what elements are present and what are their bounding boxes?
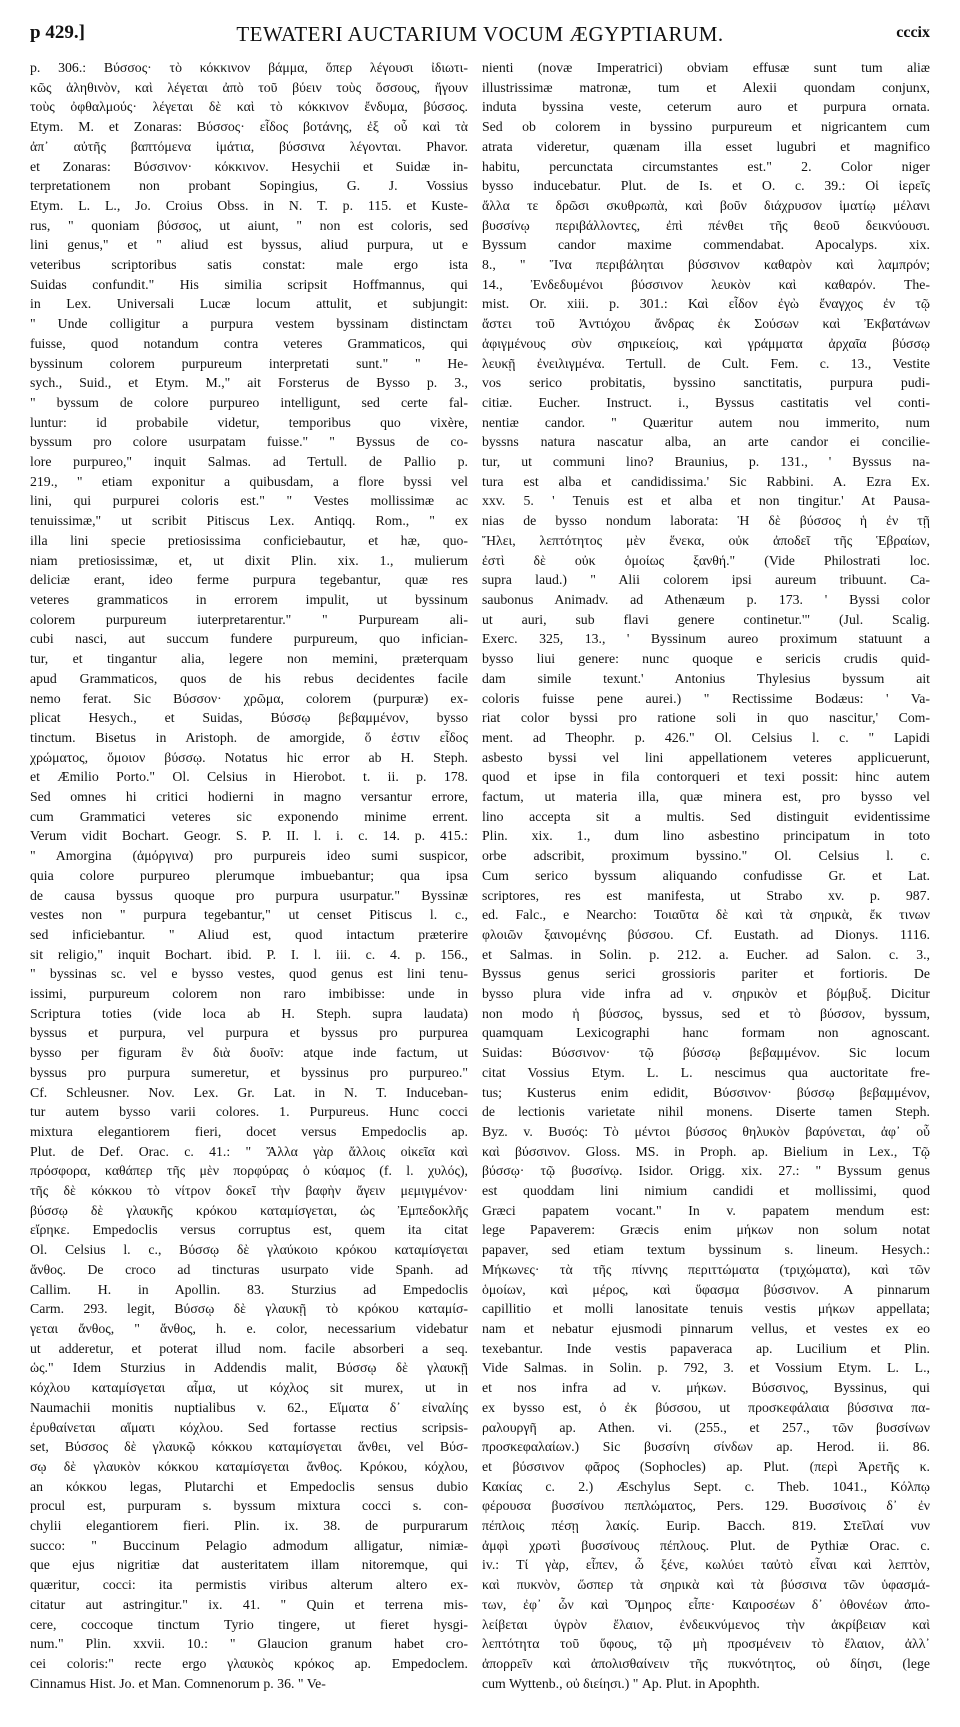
- text-line: et Salmas. in Solin. p. 212. a. Eucher. ad Salon. c. 3.,: [482, 946, 930, 962]
- text-line: " byssinas sc. vel e bysso vestes, quod genus est lini tenu-: [30, 966, 468, 982]
- text-line: κῶς ἀληθινὸν, καὶ λέγεται ἀπὸ τοῦ βύειν τοὺς ὄσσους, ἤγουν: [30, 79, 468, 95]
- text-line: Vide Salmas. in Solin. p. 792, 3. et Vossium Etym. L. L.,: [482, 1360, 930, 1376]
- text-line: Cinnamus Hist. Jo. et Man. Comnenorum p. 36. " Ve-: [30, 1675, 326, 1691]
- text-line: ex bysso est, ὁ ἐκ βύσσου, ut προσκεφάλαια βύσσινα πα-: [482, 1399, 930, 1415]
- text-line: que ejus nigritiæ dat austeritatem illam nitoremque, qui: [30, 1557, 468, 1573]
- folio-number: cccix: [896, 24, 930, 41]
- text-line: tus; Kusterus enim edidit, Βύσσινον· βύσσῳ βεβαμμένον,: [482, 1084, 930, 1100]
- text-line: capillitio et molli lanositate tenuis vestis μήκων appellata;: [482, 1301, 930, 1317]
- text-line: tur autem bysso varii colores. 1. Purpureus. Hunc cocci: [30, 1104, 468, 1120]
- right-column: [482, 58, 930, 1713]
- text-line: πρόσφορα, καθάπερ τῆς μὲν πορφύρας ὁ κύαμος (f. l. χυλός),: [30, 1163, 468, 1179]
- text-line: luntur: id probabile videtur, temporibus quo vixère,: [30, 414, 468, 430]
- text-line: sit religio," inquit Bochart. ibid. P. I. l. iii. c. 4. p. 156.,: [30, 946, 468, 962]
- text-line: Scriptura toties (vide loca ab H. Steph. supra laudata): [30, 1005, 468, 1021]
- text-line: cum Grammatici veteres sic exponendo minime errent.: [30, 808, 468, 824]
- text-line: bysso inducebatur. Plut. de Is. et O. c. 39.: Οἱ ἱερεῖς: [482, 178, 930, 194]
- text-line: lini, qui purpurei coloris est." " Vestes mollissimæ ac: [30, 493, 468, 509]
- text-line: " Unde colligitur a purpura vestem byssinam distinctam: [30, 316, 468, 332]
- text-line: mixtura elegantiorem fieri, docet versus Empedoclis ap.: [30, 1123, 468, 1139]
- text-line: λευκῇ ἐνειλιγμένα. Tertull. de Cult. Fem. c. 13., Vestite: [482, 355, 930, 371]
- text-line: plicat Hesych., et Suidas, Βύσσῳ βεβαμμένον, bysso: [30, 710, 468, 726]
- text-line: et nos infra ad v. μήκων. Βύσσινος, Byssinus, qui: [482, 1380, 930, 1396]
- text-line: deliciæ erant, ideo ferme purpura tegebantur, quæ res: [30, 572, 468, 588]
- text-line: Carm. 293. legit, Βύσσῳ δὲ γλαυκῇ τὸ κρόκου καταμίσ-: [30, 1301, 468, 1317]
- text-line: lino accepta sit a multis. Sed distinguit evidentissime: [482, 808, 930, 824]
- text-line: ραλουργῆ ap. Athen. vi. (255., et 257., τῶν βυσσίνων: [482, 1419, 930, 1435]
- text-line: 14., Ἐνδεδυμένοι βύσσινον λευκὸν καὶ καθαρόν. The-: [482, 276, 930, 292]
- text-line: rus, " quoniam βύσσος, ut aiunt, " non est coloris, sed: [30, 217, 468, 233]
- text-line: σῳ δὲ γλαυκὸν κόκκου καταμίσγεται ἄνθος. Κρόκου, κόχλου,: [30, 1458, 468, 1474]
- left-column: [30, 58, 468, 1713]
- text-line: ἐρυθαίνεται αἵματι κόχλου. Sed fortasse rectius scripsis-: [30, 1419, 468, 1435]
- text-line: nemo ferat. Sic Βύσσον· χρῶμα, colorem (purpuræ) ex-: [30, 690, 468, 706]
- text-line: nentiæ candor. " Quæritur autem nou immerito, num: [482, 414, 930, 430]
- text-line: vos serico probitatis, byssino sanctitatis, purpura pudi-: [482, 375, 930, 391]
- text-line: cere, coccoque tinctum Tyrio tingere, ut fieret hysgi-: [30, 1616, 468, 1632]
- text-line: Callim. H. in Apollin. 83. Sturzius ad Empedoclis: [30, 1281, 468, 1297]
- text-line: Ol. Celsius l. c., Βύσσῳ δὲ γλαύκοιο κρόκου καταμίσγεται: [30, 1242, 468, 1258]
- text-line: Etym. L. L., Jo. Croius Obss. in N. T. p. 115. et Kuste-: [30, 197, 468, 213]
- text-line: λείβεται ὑγρὸν ἔλαιον, ἐνδεικνύμενος τὴν ἀκρίβειαν καὶ: [482, 1616, 930, 1632]
- text-line: bysso per figuram ἓν διὰ δυοῖν: atque inde factum, ut: [30, 1045, 468, 1061]
- text-line: apud Grammaticos, quos de his rebus decidentes facile: [30, 670, 468, 686]
- text-line: καὶ βύσσινον. Gloss. MS. in Proph. ap. Bielium in Lex., Τῷ: [482, 1143, 930, 1159]
- text-line: tenuissimæ," ut scribit Pitiscus Lex. Antiqq. Rom., " ex: [30, 513, 468, 529]
- text-line: an κόκκου legas, Plutarchi et Empedoclis sensus dubio: [30, 1478, 468, 1494]
- text-line: τῆς δὲ κόκκου τὸ νίτρον δοκεῖ τὴν βαφὴν ἄγειν μεμιγμένον·: [30, 1183, 468, 1199]
- text-line: asbesto byssi vel lini appellationem veteres applicuerunt,: [482, 749, 930, 765]
- text-line: Plut. de Def. Orac. c. 41.: " Ἄλλα γὰρ ἄλλοις οἰκεῖα καὶ: [30, 1143, 468, 1159]
- text-line: quod et ipse in fila contorqueri et texi possit: hinc autem: [482, 769, 930, 785]
- text-line: Κακίας c. 2.) Æschylus Sept. c. Theb. 1041., Κόλπῳ: [482, 1478, 930, 1494]
- text-line: ut adderetur, et poterat illud nom. facile absorberi a seq.: [30, 1340, 468, 1356]
- text-line: ἐστὶ δὲ οὐκ ὁμοίως ξανθή." (Vide Philostrati loc.: [482, 552, 930, 568]
- text-line: scriptores, res est manifesta, ut Strabo xv. p. 987.: [482, 887, 930, 903]
- text-line: papaver, sed etiam textum byssinum s. lineum. Hesych.:: [482, 1242, 930, 1258]
- text-line: lege Papaverem: Græcis enim μήκων non solum notat: [482, 1222, 930, 1238]
- text-line: fuisse, quod notandum contra veteres Grammaticos, qui: [30, 335, 468, 351]
- running-header: [30, 22, 930, 48]
- text-line: πέπλοις πέσῃ λακίς. Eurip. Bacch. 819. Στεῖλαί νυν: [482, 1518, 930, 1534]
- text-line: habitu, percunctata circumstantes est." 2. Color niger: [482, 158, 930, 174]
- text-line: factum, ut materia illa, quæ minera est, pro bysso vel: [482, 789, 930, 805]
- text-line: illa lini specie pretiosissima conficiebautur, et hæ, quo-: [30, 532, 468, 548]
- text-line: sych., Suid., et Etym. M.," ait Forsterus de Bysso p. 3.,: [30, 375, 468, 391]
- text-line: ὡς." Idem Sturzius in Addendis malit, Βύσσῳ δὲ γλαυκῇ: [30, 1360, 468, 1376]
- text-line: ὁμοίων, καὶ μέρος, καὶ ὕφασμα βύσσινον. A pinnarum: [482, 1281, 930, 1297]
- text-line: καὶ πυκνὸν, ὥσπερ τὰ σηρικὰ καὶ τὰ βύσσινα τῶν ὑφασμά-: [482, 1577, 930, 1593]
- text-line: Græci papatem vocant." In v. papatem mendum est:: [482, 1202, 930, 1218]
- text-line: cum Wyttenb., οὐ διείησι.) " Ap. Plut. in Apophth.: [482, 1675, 760, 1691]
- text-line: τοὺς ὀφθαλμούς· λέγεται δὲ καὶ τὸ κόκκινον ἔνδυμα, βύσσος.: [30, 99, 468, 115]
- text-line: Plin. xix. 1., dum lino asbestino principatum in toto: [482, 828, 930, 844]
- text-line: supra laud.) " Alii colorem ipsi aureum tribuunt. Ca-: [482, 572, 930, 588]
- text-line: byssus pro purpura sumeretur, et byssinus pro purpureo.": [30, 1064, 468, 1080]
- text-line: citatur aut astringitur." ix. 41. " Quin et terrena mis-: [30, 1596, 468, 1612]
- text-line: ἄλλα τε δρῶσι σκυθρωπὰ, καὶ βοῦν διάχρυσον ἱματίῳ μέλανι: [482, 197, 930, 213]
- text-line: byssum pro colore usurpatam fuisse." " Byssus de co-: [30, 434, 468, 450]
- text-line: Etym. M. et Zonaras: Βύσσος· εἶδος βοτάνης, ἐξ οὗ καὶ τὰ: [30, 119, 468, 135]
- text-line: vestes non " purpura tegebantur," ut censet Pitiscus l. c.,: [30, 907, 468, 923]
- text-line: citiæ. Eucher. Instruct. i., Byssus castitatis vel conti-: [482, 394, 930, 410]
- text-line: ἄνθος. De croco ad tincturas usurpato vide Spanh. ad: [30, 1261, 468, 1277]
- text-line: illustrissimæ matronæ, tum et Alexii quondam conjunx,: [482, 79, 930, 95]
- text-line: de lectionis varietate nihil monens. Diserte tamen Steph.: [482, 1104, 930, 1120]
- text-line: Sed ob colorem in byssino purpureum et nigricantem cum: [482, 119, 930, 135]
- text-line: lore purpureo," inquit Salmas. ad Tertull. de Pallio p.: [30, 454, 468, 470]
- text-line: Verum vidit Bochart. Geogr. S. P. II. l. i. c. 14. p. 415.:: [30, 828, 468, 844]
- text-line: " byssum de colore purpureo intelligunt, sed certe fal-: [30, 394, 468, 410]
- text-line: mist. Or. xiii. p. 301.: Καὶ εἶδον ἐγὼ ἔναγχος ἐν τῷ: [482, 296, 930, 312]
- text-line: tur, et tingantur alia, legere non memini, præterquam: [30, 651, 468, 667]
- text-line: Cum serico byssum aliquando confudisse Gr. et Lat.: [482, 867, 930, 883]
- text-line: Byssum candor maxime commendabat. Apocalyps. xix.: [482, 237, 930, 253]
- text-line: coloris fuisse pene aurei.) " Rectissime Bodæus: ' Va-: [482, 690, 930, 706]
- text-line: των, ἐφ᾽ ὧν καὶ Ὅμηρος εἶπε· Καιροσέων δ᾽ ὀθονέων ἀπο-: [482, 1596, 930, 1612]
- text-line: procul est, purpuram s. byssum mixtura cocci s. con-: [30, 1498, 468, 1514]
- text-line: Byz. v. Βυσός: Τὸ μέντοι βύσσος θηλυκὸν βαρύνεται, ἀφ᾽ οὗ: [482, 1123, 930, 1139]
- text-line: ἀφιγμένους σὺν σηρικείοις, καὶ γράμματα ἀρχαῖα βύσσῳ: [482, 335, 930, 351]
- text-line: quæritur, cocci: ita permistis viribus alterum altero ex-: [30, 1577, 468, 1593]
- text-line: tinctum. Bisetus in Aristoph. de amorgide, ὅ ἐστιν εἶδος: [30, 729, 468, 745]
- text-line: et Zonaras: Βύσσινον· κόκκινον. Hesychii et Suidæ in-: [30, 158, 468, 174]
- text-line: Naumachii monitis nuptialibus v. 62., Εἵματα δ᾽ εἰναλίης: [30, 1399, 468, 1415]
- text-line: nam et nebatur ejusmodi pinnarum vellus, et vestes ex eo: [482, 1321, 930, 1336]
- text-line: 219., " etiam exponitur a quibusdam, a flore byssi vel: [30, 473, 468, 489]
- text-line: γεται ἄνθος, " ἄνθος, h. e. color, necessarium videbatur: [30, 1321, 468, 1336]
- text-line: chylii elegantiorem fieri. Plin. ix. 38. de purpurarum: [30, 1518, 468, 1534]
- text-line: ἀπ᾽ αὐτῆς βαπτόμενα ἱμάτια, βύσσινα λέγονται. Phavor.: [30, 138, 468, 154]
- text-line: sed inficiebantur. " Aliud est, quod intactum præterire: [30, 926, 468, 942]
- text-line: ed. Falc., e Nearcho: Τοιαῦτα δὲ καὶ τὰ σηρικὰ, ἔκ τινων: [482, 907, 930, 923]
- text-line: Suidas: Βύσσινον· τῷ βύσσῳ βεβαμμένον. Sic locum: [482, 1045, 930, 1061]
- text-line: ment. ad Theophr. p. 426." Ol. Celsius l. c. " Lapidi: [482, 729, 930, 745]
- text-line: terpretationem non probant Sopingius, G. J. Vossius: [30, 178, 468, 194]
- text-line: atrata videretur, quænam illa esset lugubri et magnifico: [482, 138, 930, 154]
- text-line: tura est alba et candidissima.' Sic Rabbini. A. Ezra Ex.: [482, 473, 930, 489]
- text-line: tur, ut communi lino? Braunius, p. 131., ' Byssus na-: [482, 454, 930, 470]
- text-line: succo: " Buccinum Pelagio admodum alligatur, nimiæ-: [30, 1537, 468, 1553]
- text-line: 8., " Ἵνα περιβάληται βύσσινον καθαρὸν καὶ λαμπρόν;: [482, 257, 930, 273]
- text-line: veteres grammaticos in errorem impulit, ut byssinum: [30, 591, 468, 607]
- text-line: Cf. Schleusner. Nov. Lex. Gr. Lat. in N. T. Induceban-: [30, 1084, 468, 1100]
- text-line: Suidas confundit." His similia scripsit Hoffmannus, qui: [30, 276, 468, 292]
- text-line: προσκεφαλαίων.) Sic βυσσίνη σίνδων ap. Herod. ii. 86.: [482, 1439, 930, 1455]
- text-line: iv.: Τί γὰρ, εἶπεν, ὦ ξένε, κωλύει ταὐτὸ εἶναι καὶ λεπτὸν,: [482, 1557, 930, 1573]
- text-line: bysso liui genere: nunc quoque e sericis crudis quid-: [482, 651, 930, 667]
- text-line: dam simile texunt.' Antonius Thylesius byssum ait: [482, 670, 930, 686]
- text-line: cubi nasci, aut succum fundere purpureum, quo infician-: [30, 631, 468, 647]
- text-line: veteribus scriptoribus satis constat: male ergo ista: [30, 257, 468, 273]
- text-line: ἀπορρεῖν καὶ ἀπολισθαίνειν τῆς πυκνότητος, οὐ δίησι, (lege: [482, 1655, 930, 1671]
- text-line: byssns natura nascatur alba, an arte candor ei concilie-: [482, 434, 930, 450]
- text-line: issimi, purpureum colorem non raro imbibisse: unde in: [30, 986, 468, 1002]
- text-line: bysso plura vide infra ad v. σηρικὸν et βόμβυξ. Dicitur: [482, 986, 930, 1002]
- text-line: set, Βύσσος δὲ γλαυκῷ κόκκου καταμίσγεται ἄνθει, vel Βύσ-: [30, 1439, 468, 1455]
- text-line: quia colore purpureo plerumque imbuebantur; qua ipsa: [30, 867, 468, 883]
- text-line: lini genus," et " aliud est byssus, aliud purpura, ut e: [30, 237, 468, 253]
- text-line: in Lex. Universali Lucæ locum attulit, et subjungit:: [30, 296, 468, 312]
- text-line: induta byssina veste, ceterum auro et purpura ornata.: [482, 99, 930, 115]
- text-line: saubonus Animadv. ad Athenæum p. 173. ' Byssi color: [482, 591, 930, 607]
- text-line: χρώματος, ὅμοιον βύσσῳ. Notatus hic error ab H. Steph.: [30, 749, 468, 765]
- text-line: p. 306.: Βύσσος· τὸ κόκκινον βάμμα, ὅπερ λέγουσι ἰδιωτι-: [30, 60, 468, 75]
- text-line: ἄστει τοῦ Ἀντιόχου ἄνδρας ἐκ Σούσων καὶ Ἐκβατάνων: [482, 316, 930, 332]
- text-line: byssinum colorem purpureum interpretati sunt." " He-: [30, 355, 468, 371]
- text-line: εἴρηκε. Empedoclis versus corruptus est, quem ita citat: [30, 1222, 468, 1238]
- text-line: Μήκωνες· τὰ τῆς πίννης περιττώματα (τριχώματα), καὶ τῶν: [482, 1261, 930, 1277]
- text-line: texebantur. Inde vestis papaveraca ap. Lucilium et Plin.: [482, 1340, 930, 1356]
- page-number: p 429.]: [30, 22, 85, 43]
- text-line: βύσσῳ δὲ γλαυκῆς κρόκου καταμίσγεται, ὡς Ἐμπεδοκλῆς: [30, 1202, 468, 1218]
- text-line: λεπτότητα τοῦ ὕφους, τῷ μὴ προσμένειν τὸ ἔλαιον, ἀλλ᾽: [482, 1636, 930, 1652]
- text-line: ut auri, sub flavi genere continetur.'" (Jul. Scalig.: [482, 611, 930, 627]
- text-line: riat color byssi pro ratione soli in quo nascitur,' Com-: [482, 710, 930, 726]
- text-line: κόχλου καταμίσγεται αἷμα, ut κόχλος sit murex, ut in: [30, 1380, 468, 1396]
- text-line: nias de bysso nondum laborata: Ἡ δὲ βύσσος ἡ ἐν τῇ: [482, 513, 930, 529]
- text-line: quamquam Lexicographi hanc formam non agnoscant.: [482, 1025, 930, 1041]
- text-line: Byssus genus serici grossioris pariter et fortioris. De: [482, 966, 930, 982]
- text-line: xxv. 5. ' Tenuis est et alba et non tingitur.' At Pausa-: [482, 493, 930, 509]
- text-line: Ἤλει, λεπτότητος μὲν ἕνεκα, οὐκ ἀποδεῖ τῆς Ἑβραίων,: [482, 532, 930, 548]
- text-line: Exerc. 325, 13., ' Byssinum aureo proximum statuunt a: [482, 631, 930, 647]
- text-line: " Amorgina (ἀμόργινα) pro purpureis ideo sumi suspicor,: [30, 848, 468, 864]
- text-line: colorem purpureum iuterpretarentur." " Purpuream ali-: [30, 611, 468, 627]
- text-line: est quoddam lini nimium candidi et mollissimi, quod: [482, 1183, 930, 1199]
- text-line: φλοιῶν ξαινομένης βύσσου. Cf. Eustath. ad Dionys. 1116.: [482, 926, 930, 942]
- text-line: βύσσῳ· τῷ βυσσίνῳ. Isidor. Origg. xix. 27.: " Byssum genus: [482, 1163, 930, 1179]
- text-line: et Æmilio Porto." Ol. Celsius in Hierobot. t. ii. p. 178.: [30, 769, 468, 785]
- text-line: num." Plin. xxvii. 10.: " Glaucion granum habet cro-: [30, 1636, 468, 1652]
- text-line: Sed omnes hi critici hodierni in magno versantur errore,: [30, 789, 468, 805]
- text-line: niam pretiosissimæ, et, ut dixit Plin. xix. 1., mulierum: [30, 552, 468, 568]
- text-line: φέρουσα βυσσίνου πεπλώματος, Pers. 129. Βυσσίνοις δ᾽ ἐν: [482, 1498, 930, 1514]
- text-line: non modo ἡ βύσσος, byssus, sed et τὸ βύσσον, byssum,: [482, 1005, 930, 1021]
- running-title: TEWATERI AUCTARIUM VOCUM ÆGYPTIARUM.: [236, 22, 724, 46]
- text-line: ἀμφὶ χρωτὶ βυσσίνους πέπλους. Plut. de Pythiæ Orac. c.: [482, 1537, 930, 1553]
- text-line: et βύσσινον φᾶρος (Sophocles) ap. Plut. (περὶ Ἀρετῆς κ.: [482, 1458, 930, 1474]
- text-line: citat Vossius Etym. L. L. nescimus qua auctoritate fre-: [482, 1064, 930, 1080]
- text-line: byssus et purpura, vel purpura et byssus pro purpurea: [30, 1025, 468, 1041]
- text-line: nienti (novæ Imperatrici) obviam effusæ sunt tum aliæ: [482, 60, 930, 75]
- text-line: de causa byssus quoque pro purpura usurpatur." Byssinæ: [30, 887, 468, 903]
- text-line: βυσσίνῳ περιβάλλοντες, ἐπὶ πένθει τῆς θεοῦ δεικνύουσι.: [482, 217, 930, 233]
- text-line: cei coloris:" recte ergo γλαυκὸς κρόκος ap. Empedoclem.: [30, 1655, 468, 1671]
- text-line: orbe adscribit, proximum byssino." Ol. Celsius l. c.: [482, 848, 930, 864]
